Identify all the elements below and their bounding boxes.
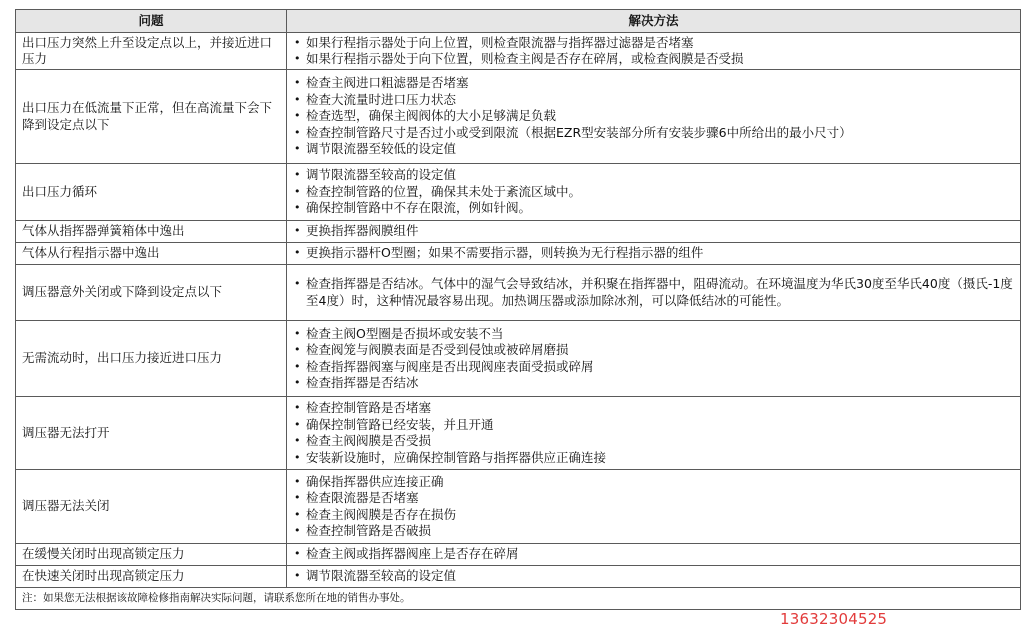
solution-item: • 检查控制管路是否破损 <box>293 523 1014 540</box>
solution-list <box>293 245 1014 262</box>
solution-cell <box>287 470 1021 544</box>
solution-cell <box>287 544 1021 566</box>
problem-cell: 在快速关闭时出现高锁定压力 <box>16 566 287 588</box>
table-row <box>16 243 1021 265</box>
solution-item: • 检查阀笼与阀膜表面是否受到侵蚀或被碎屑磨损 <box>293 342 1014 359</box>
solution-item: • 检查主阀进口粗滤器是否堵塞 <box>293 75 1014 92</box>
solution-item: • 调节限流器至较高的设定值 <box>293 568 1014 585</box>
solution-list <box>293 546 1014 563</box>
solution-item: • 检查主阀O型圈是否损坏或安装不当 <box>293 326 1014 343</box>
solution-item: • 调节限流器至较低的设定值 <box>293 141 1014 158</box>
table-row <box>16 321 1021 397</box>
solution-item: • 如果行程指示器处于向上位置，则检查限流器与指挥器过滤器是否堵塞 <box>293 35 1014 52</box>
solution-item: • 确保控制管路已经安装，并且开通 <box>293 417 1014 434</box>
table-row <box>16 566 1021 588</box>
solution-item: • 检查主阀或指挥器阀座上是否存在碎屑 <box>293 546 1014 563</box>
solution-cell <box>287 397 1021 470</box>
solution-item: • 调节限流器至较高的设定值 <box>293 167 1014 184</box>
solution-item: • 检查主阀阀膜是否受损 <box>293 433 1014 450</box>
solution-list <box>293 35 1014 68</box>
solution-item: • 检查选型，确保主阀阀体的大小足够满足负载 <box>293 108 1014 125</box>
solution-item: • 检查控制管路是否堵塞 <box>293 400 1014 417</box>
solution-cell <box>287 265 1021 321</box>
note-row <box>16 588 1021 610</box>
footnote: 注：如果您无法根据该故障检修指南解决实际问题，请联系您所在地的销售办事处。 <box>16 588 1021 610</box>
table-row <box>16 164 1021 221</box>
solution-list <box>293 167 1014 217</box>
solution-item: • 检查大流量时进口压力状态 <box>293 92 1014 109</box>
solution-item: • 检查指挥器是否结冰 <box>293 375 1014 392</box>
troubleshooting-table <box>15 9 1021 610</box>
solution-item: • 检查指挥器是否结冰。气体中的湿气会导致结冰，并积聚在指挥器中，阻碍流动。在环境温度为华氏30度至华氏40度（摄氏-1度至4度）时，这种情况最容易出现。加热调压器或添加除冰剂，可以降低结冰的可能性。 <box>293 276 1014 309</box>
solution-list <box>293 568 1014 585</box>
solution-item: • 安装新设施时，应确保控制管路与指挥器供应正确连接 <box>293 450 1014 467</box>
solution-item: • 确保控制管路中不存在限流，例如针阀。 <box>293 200 1014 217</box>
problem-cell: 在缓慢关闭时出现高锁定压力 <box>16 544 287 566</box>
problem-cell: 调压器无法打开 <box>16 397 287 470</box>
solution-item: • 检查指挥器阀塞与阀座是否出现阀座表面受损或碎屑 <box>293 359 1014 376</box>
solution-item: • 更换指挥器阀膜组件 <box>293 223 1014 240</box>
solution-list <box>293 474 1014 540</box>
solution-cell <box>287 566 1021 588</box>
table-row <box>16 544 1021 566</box>
solution-item: • 检查限流器是否堵塞 <box>293 490 1014 507</box>
problem-cell: 调压器无法关闭 <box>16 470 287 544</box>
solution-item: • 检查控制管路尺寸是否过小或受到限流（根据EZR型安装部分所有安装步骤6中所给出的最小尺寸） <box>293 125 1014 142</box>
problem-cell: 气体从行程指示器中逸出 <box>16 243 287 265</box>
table-header-row <box>16 10 1021 33</box>
problem-cell: 出口压力循环 <box>16 164 287 221</box>
solution-list <box>293 276 1014 309</box>
table-row <box>16 265 1021 321</box>
table-row <box>16 33 1021 70</box>
solution-cell <box>287 164 1021 221</box>
solution-cell <box>287 321 1021 397</box>
solution-item: • 检查控制管路的位置，确保其未处于紊流区域中。 <box>293 184 1014 201</box>
solution-item: • 更换指示器杆O型圈；如果不需要指示器，则转换为无行程指示器的组件 <box>293 245 1014 262</box>
header-problem: 问题 <box>16 10 287 33</box>
phone-number: 13632304525 <box>780 610 888 628</box>
problem-cell: 气体从指挥器弹簧箱体中逸出 <box>16 221 287 243</box>
table-row <box>16 221 1021 243</box>
solution-item: • 如果行程指示器处于向下位置，则检查主阀是否存在碎屑，或检查阀膜是否受损 <box>293 51 1014 68</box>
solution-list <box>293 75 1014 158</box>
solution-item: • 确保指挥器供应连接正确 <box>293 474 1014 491</box>
solution-cell <box>287 221 1021 243</box>
table-body <box>16 33 1021 588</box>
solution-cell <box>287 70 1021 164</box>
table-row <box>16 470 1021 544</box>
solution-list <box>293 223 1014 240</box>
problem-cell: 无需流动时，出口压力接近进口压力 <box>16 321 287 397</box>
problem-cell: 出口压力在低流量下正常，但在高流量下会下降到设定点以下 <box>16 70 287 164</box>
table-row <box>16 397 1021 470</box>
problem-cell: 调压器意外关闭或下降到设定点以下 <box>16 265 287 321</box>
problem-cell: 出口压力突然上升至设定点以上，并接近进口压力 <box>16 33 287 70</box>
solution-list <box>293 326 1014 392</box>
header-solution: 解决方法 <box>287 10 1021 33</box>
solution-cell <box>287 33 1021 70</box>
table-row <box>16 70 1021 164</box>
solution-cell <box>287 243 1021 265</box>
solution-list <box>293 400 1014 466</box>
solution-item: • 检查主阀阀膜是否存在损伤 <box>293 507 1014 524</box>
